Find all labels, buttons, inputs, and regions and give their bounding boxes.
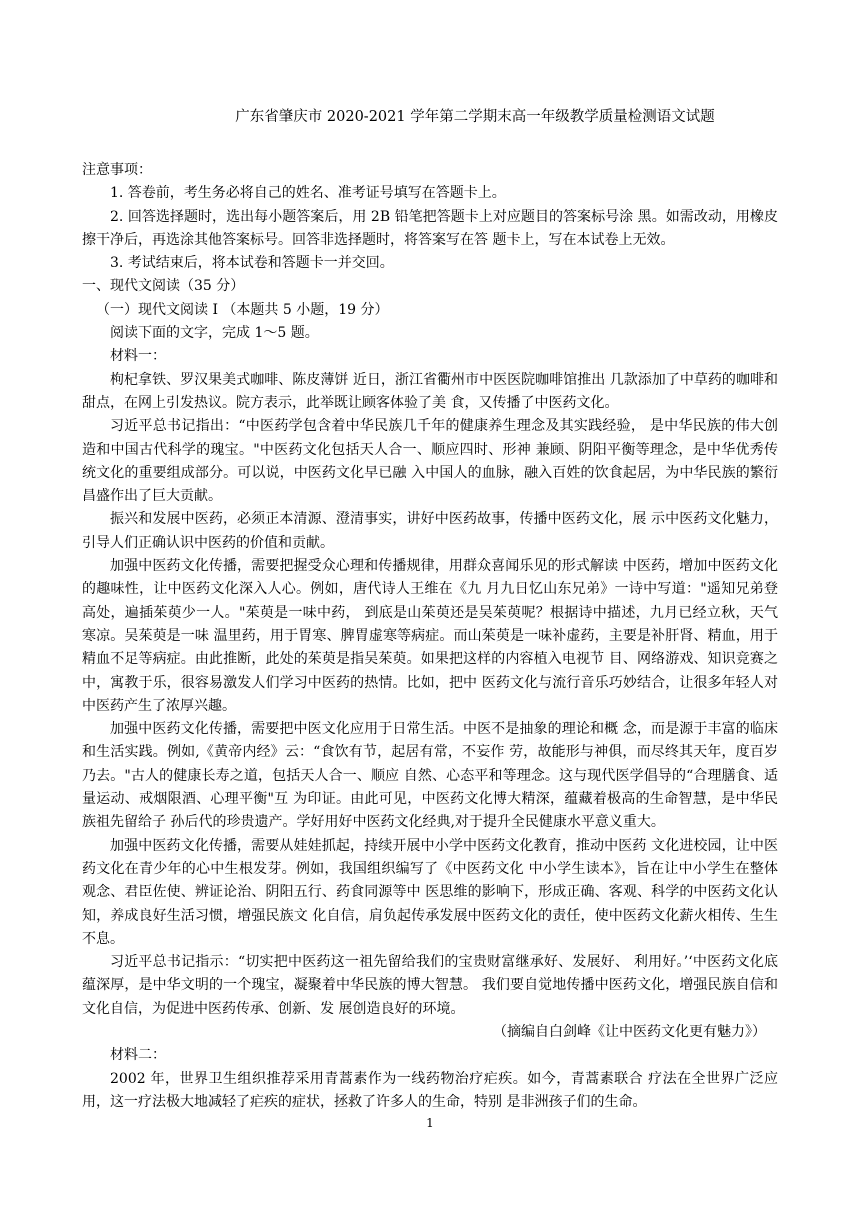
document-body bbox=[82, 159, 778, 1114]
paragraph: 习近平总书记指出：“中医药学包含着中华民族几千年的健康养生理念及其实践经验， 是中华民族的伟大创造和中国古代科学的瑰宝。"中医药文化包括天人合一、顺应四时、形神 兼顾、阴阳平衡等理念，是中华优秀传统文化的重要组成部分。可以说，中医药文化早已融 入中国人的血脉，融入百姓的饮食起居，为中华民族的繁衍昌盛作出了巨大贡献。 bbox=[82, 418, 778, 505]
section-heading: 一、现代文阅读（35 分） bbox=[82, 278, 245, 295]
subsection-heading: （一）现代文阅读 I （本题共 5 小题，19 分） bbox=[96, 301, 389, 318]
paragraph: 枸杞拿铁、罗汉果美式咖啡、陈皮薄饼 近日，浙江省衢州市中医医院咖啡馆推出 几款添加了中草药的咖啡和甜点，在网上引发热议。院方表示，此举既让顾客体验了美 食，又传播了中医药文化。 bbox=[82, 371, 778, 411]
paragraph: 2002 年，世界卫生组织推荐采用青蒿素作为一线药物治疗疟疾。如今，青蒿素联合 疗法在全世界广泛应用，这一疗法极大地减轻了疟疾的症状，拯救了许多人的生命，特别 是非洲孩子们的生命。 bbox=[82, 1070, 778, 1110]
source-citation: （摘编自白剑峰《让中医药文化更有魅力》） bbox=[493, 1023, 766, 1040]
material-label: 材料二： bbox=[110, 1047, 166, 1064]
notice-item: 3. 考试结束后，将本试卷和答题卡一并交回。 bbox=[110, 255, 394, 272]
notice-item: 2. 回答选择题时，选出每小题答案后，用 2B 铅笔把答题卡上对应题目的答案标号涂 黑。如需改动，用橡皮擦干净后，再选涂其他答案标号。回答非选择题时，将答案写在答 题卡上，写在本试卷上无效。 bbox=[82, 208, 778, 248]
page-number: 1 bbox=[426, 1116, 434, 1130]
document-title: 广东省肇庆市 2020-2021 学年第二学期末高一年级教学质量检测语文试题 bbox=[235, 109, 715, 125]
paragraph: 加强中医药文化传播，需要从娃娃抓起，持续开展中小学中医药文化教育，推动中医药 文化进校园，让中医药文化在青少年的心中生根发芽。例如，我国组织编写了《中医药文化 中小学生读本》，旨在让中小学生在整体观念、君臣佐使、辨证论治、阴阳五行、药食同源等中 医思维的影响下，形成正确、客观、科学的中医药文化认知，养成良好生活习惯，增强民族文 化自信，肩负起传承发展中医药文化的责任，使中医药文化薪火相传、生生不息。 bbox=[82, 837, 778, 947]
instruction-text: 阅读下面的文字，完成 1～5 题。 bbox=[110, 325, 319, 342]
notice-item: 1. 答卷前，考生务必将自己的姓名、准考证号填写在答题卡上。 bbox=[110, 185, 506, 202]
paragraph: 加强中医药文化传播，需要把握受众心理和传播规律，用群众喜闻乐见的形式解读 中医药，增加中医药文化的趣味性，让中医药文化深入人心。例如，唐代诗人王维在《九 月九日忆山东兄弟》一诗中写道："遥知兄弟登高处，遍插茱萸少一人。"茱萸是一味中药， 到底是山茱萸还是吴茱萸呢？根据诗中描述，九月已经立秋，天气寒凉。吴茱萸是一味 温里药，用于胃寒、脾胃虚寒等病症。而山茱萸是一味补虚药，主要是补肝肾、精血，用于 精血不足等病症。由此推断，此处的茱萸是指吴茱萸。如果把这样的内容植入电视节 目、网络游戏、知识竞赛之中，寓教于乐，很容易激发人们学习中医药的热情。比如，把中 医药文化与流行音乐巧妙结合，让很多年轻人对中医药产生了浓厚兴趣。 bbox=[82, 558, 778, 714]
paragraph: 习近平总书记指示：“切实把中医药这一祖先留给我们的宝贵财富继承好、发展好、 利用好。’‘中医药文化底蕴深厚，是中华文明的一个瑰宝，凝聚着中华民族的博大智慧。 我们要自觉地传播中医药文化，增强民族自信和文化自信，为促进中医药传承、创新、发 展创造良好的环境。 bbox=[82, 954, 778, 1017]
paragraph: 振兴和发展中医药，必须正本清源、澄清事实，讲好中医药故事，传播中医药文化，展 示中医药文化魅力，引导人们正确认识中医药的价值和贡献。 bbox=[82, 511, 778, 551]
notice-heading: 注意事项： bbox=[82, 162, 152, 178]
material-label: 材料一： bbox=[110, 348, 166, 365]
paragraph: 加强中医药文化传播，需要把中医文化应用于日常生活。中医不是抽象的理论和概 念，而是源于丰富的临床和生活实践。例如,《黄帝内经》云：“食饮有节，起居有常，不妄作 劳，故能形与神俱，而尽终其天年，度百岁乃去。"古人的健康长寿之道，包括天人合一、顺应 自然、心态平和等理念。这与现代医学倡导的“合理膳食、适量运动、戒烟限酒、心理平衡"互 为印证。由此可见，中医药文化博大精深，蕴藏着极高的生命智慧，是中华民族祖先留给子 孙后代的珍贵遗产。学好用好中医药文化经典,对于提升全民健康水平意义重大。 bbox=[82, 721, 778, 831]
